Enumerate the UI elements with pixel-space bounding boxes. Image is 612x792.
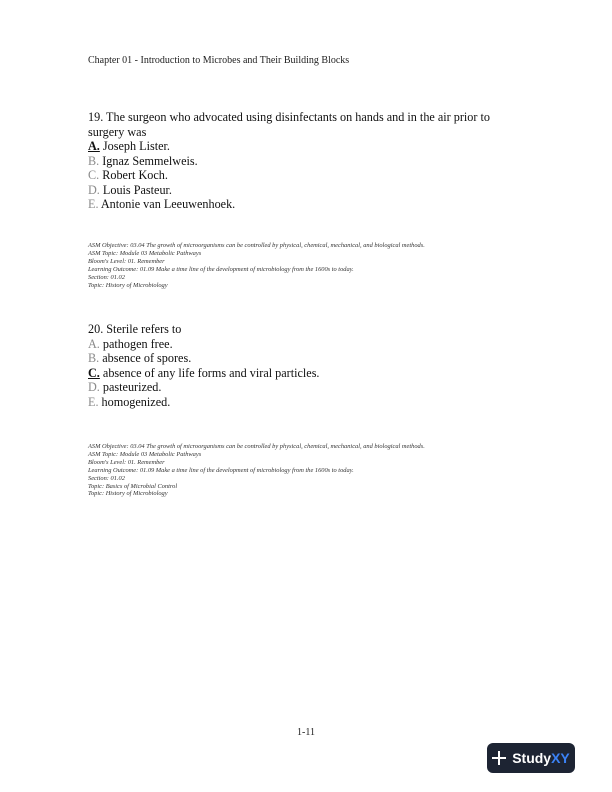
section: Section: 01.02 [88,474,125,482]
answer-option-a [88,337,528,352]
question-20-metadata [88,443,528,498]
answer-option-d [88,183,528,198]
option-text: Ignaz Semmelweis. [102,153,198,168]
badge-brand-accent: XY [551,750,570,766]
page-number: 1-11 [297,727,315,738]
option-text: pasteurized. [102,380,162,394]
asm-objective: ASM Objective: 03.04 The growth of microorganisms can be controlled by physical, chemical, mechanical, and biological methods. [88,443,425,450]
option-letter: B. [88,351,100,365]
answer-option-a [88,139,528,154]
question-20 [88,322,528,409]
topic: Topic: Basics of Microbial Control [88,482,178,490]
option-text: absence of any life forms and viral particles. [102,365,320,380]
learning-outcome: Learning Outcome: 01.09 Make a time line of the development of microbiology from the 1600s to today. [88,265,354,273]
badge-brand-prefix: Study [512,750,552,766]
topic: Topic: History of Microbiology [88,281,168,289]
question-stem: 19. The surgeon who advocated using disinfectants on hands and in the air prior to surgery was [88,110,490,139]
option-letter: D. [88,182,100,197]
asm-topic: ASM Topic: Module 03 Metabolic Pathways [88,450,202,458]
answer-option-b [88,351,528,366]
option-letter: C. [88,168,100,182]
asm-objective: ASM Objective: 03.04 The growth of microorganisms can be controlled by physical, chemical, mechanical, and biological methods. [88,242,425,249]
option-text: absence of spores. [102,351,192,365]
learning-outcome: Learning Outcome: 01.09 Make a time line of the development of microbiology from the 1600s to today. [88,466,354,474]
option-letter: E. [88,197,99,211]
option-text: Robert Koch. [102,168,168,182]
asm-topic: ASM Topic: Module 03 Metabolic Pathways [88,249,202,257]
answer-option-b [88,154,528,169]
option-letter: A. [88,139,100,153]
option-text: Joseph Lister. [102,139,170,153]
topic: Topic: History of Microbiology [88,490,168,498]
option-text: Louis Pasteur. [102,182,172,197]
answer-option-c [88,168,528,183]
plus-icon [492,751,506,765]
answer-option-e [88,395,528,410]
option-letter: A. [88,336,100,351]
option-letter: B. [88,153,100,168]
answer-option-c [88,366,528,381]
option-text: homogenized. [101,394,171,409]
option-text: Antonie van Leeuwenhoek. [100,197,236,211]
chapter-header: Chapter 01 - Introduction to Microbes and Their Building Blocks [88,55,350,66]
question-19 [88,110,528,212]
studyxy-badge[interactable] [487,743,575,773]
option-letter: E. [88,394,99,409]
option-letter: D. [88,380,100,394]
option-letter: C. [88,365,100,380]
section: Section: 01.02 [88,273,125,281]
question-19-metadata [88,242,528,289]
question-stem: 20. Sterile refers to [88,322,182,336]
blooms-level: Bloom's Level: 01. Remember [88,458,165,466]
answer-option-d [88,380,528,395]
blooms-level: Bloom's Level: 01. Remember [88,257,165,265]
option-text: pathogen free. [102,336,173,351]
answer-option-e [88,197,528,212]
